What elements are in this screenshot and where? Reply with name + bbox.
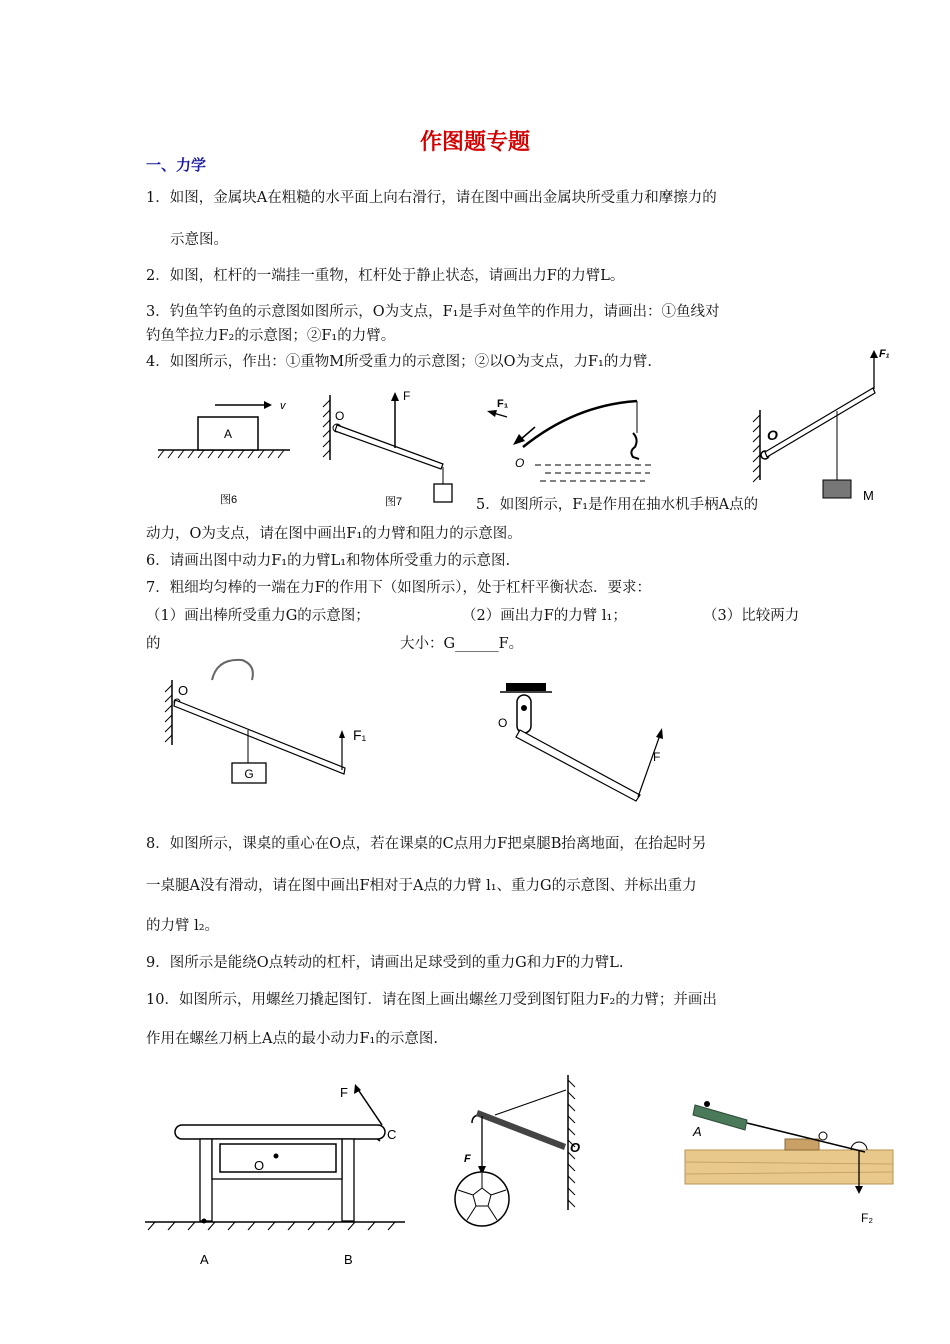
- figure-sliding-block: [150, 390, 300, 505]
- figure-fishing-rod: [485, 385, 665, 490]
- q3-line1: 3．钓鱼竿钓鱼的示意图如图所示，O为支点，F₁是手对鱼竿的作用力，请画出：①鱼线对: [146, 304, 720, 320]
- q5-line2: 动力，O为支点，请在图中画出F₁的力臂和阻力的示意图。: [146, 526, 522, 542]
- q7-line1: 7．粗细均匀棒的一端在力F的作用下（如图所示），处于杠杆平衡状态．要求：: [146, 580, 652, 596]
- block-label: A: [223, 427, 233, 441]
- f1-label: F₁: [497, 398, 509, 410]
- figure-screwdriver: [675, 1090, 905, 1230]
- weight-m-label: M: [863, 488, 874, 503]
- pump-f1-label: F₁: [353, 727, 367, 743]
- desk-top: [175, 1125, 385, 1139]
- q7-part3: （3）比较两力: [703, 608, 800, 624]
- rod-pivot-label: O: [498, 716, 508, 730]
- velocity-label: v: [280, 400, 286, 412]
- f2-label: F₂: [861, 1211, 873, 1225]
- lever-bar: [335, 425, 443, 469]
- q7-part2: （2）画出力F的力臂 l₁；: [462, 608, 627, 624]
- fish: [631, 433, 639, 459]
- page-title: 作图题专题: [419, 130, 530, 155]
- q8-line2: 一桌腿A没有滑动，请在图中画出F相对于A点的力臂 l₁、重力G的示意图、并标出重力: [146, 878, 697, 894]
- desk-leg-a: [200, 1139, 212, 1221]
- q4-text: 4．如图所示，作出：①重物M所受重力的示意图；②以O为支点，力F₁的力臂.: [146, 354, 652, 370]
- pin-head: [785, 1139, 819, 1150]
- ball-lever-bar: [476, 1110, 566, 1150]
- desk-o-label: O: [254, 1158, 265, 1173]
- ball-force-label: F: [464, 1153, 471, 1165]
- q6-text: 6．请画出图中动力F₁的力臂L₁和物体所受重力的示意图.: [146, 553, 511, 569]
- figure-lever-weight-m: [745, 345, 895, 505]
- pump-g-label: G: [244, 767, 254, 781]
- figure-hanging-rod: [490, 675, 680, 810]
- figure-soccer-ball-lever: [440, 1070, 590, 1230]
- q8-line3: 的力臂 l₂。: [146, 918, 220, 934]
- fishing-rod: [523, 401, 637, 447]
- figure-6-caption: 图6: [220, 494, 238, 506]
- m-lever-bar: [765, 388, 875, 457]
- section-heading: 一、力学: [146, 156, 207, 174]
- figure-desk: [140, 1080, 420, 1270]
- ceiling-mount: [506, 683, 546, 691]
- desk-a-label: A: [200, 1252, 209, 1267]
- m-f1-label: F₁: [879, 348, 890, 360]
- desk-b-label: B: [344, 1252, 353, 1267]
- q8-line1: 8．如图所示，课桌的重心在O点，若在课桌的C点用力F把桌腿B抬离地面，在抬起时另: [146, 836, 707, 852]
- q10-line1: 10．如图所示，用螺丝刀撬起图钉．请在图上画出螺丝刀受到图钉阻力F₂的力臂；并画出: [146, 992, 717, 1008]
- q3-line2: 钓鱼竿拉力F₂的示意图；②F₁的力臂。: [146, 328, 396, 344]
- force-f-label: F: [403, 389, 411, 403]
- rod-force-label: F: [653, 750, 661, 764]
- q7-part4: 的: [146, 636, 161, 652]
- pump-pivot-label: O: [178, 683, 189, 698]
- desk-c-label: C: [387, 1127, 397, 1142]
- q7-part1: （1）画出棒所受重力G的示意图；: [146, 608, 370, 624]
- desk-leg-b: [342, 1139, 354, 1221]
- rod-bar: [516, 730, 640, 801]
- q1-line1: 1．如图，金属块A在粗糙的水平面上向右滑行，请在图中画出金属块所受重力和摩擦力的: [146, 190, 717, 206]
- desk-f-label: F: [340, 1085, 348, 1100]
- figure-pump-lever: [150, 650, 380, 790]
- pivot-label: O: [335, 409, 345, 423]
- rod-force-arrow: [638, 735, 660, 797]
- m-pivot-label: O: [767, 427, 778, 443]
- q7-part5: 大小：G______F。: [400, 636, 524, 652]
- q1-line2: 示意图。: [170, 232, 228, 248]
- rod-pivot-label: O: [515, 456, 525, 470]
- figure-wall-lever: [315, 380, 465, 508]
- wooden-board: [685, 1150, 893, 1184]
- ball-pivot-label: O: [570, 1140, 581, 1155]
- q10-line2: 作用在螺丝刀柄上A点的最小动力F₁的示意图.: [146, 1031, 438, 1047]
- figure-7-caption: 图7: [385, 496, 403, 508]
- q2-text: 2．如图，杠杆的一端挂一重物，杠杆处于静止状态，请画出力F的力臂L。: [146, 268, 625, 284]
- q9-text: 9．图所示是能绕O点转动的杠杆，请画出足球受到的重力G和力F的力臂L.: [146, 955, 624, 971]
- hanging-weight: [434, 484, 452, 502]
- q5-line1: 5．如图所示，F₁是作用在抽水机手柄A点的: [476, 497, 759, 513]
- screwdriver-a-label: A: [693, 1124, 702, 1139]
- weight-m: [823, 480, 851, 498]
- desk-drawer: [220, 1144, 336, 1172]
